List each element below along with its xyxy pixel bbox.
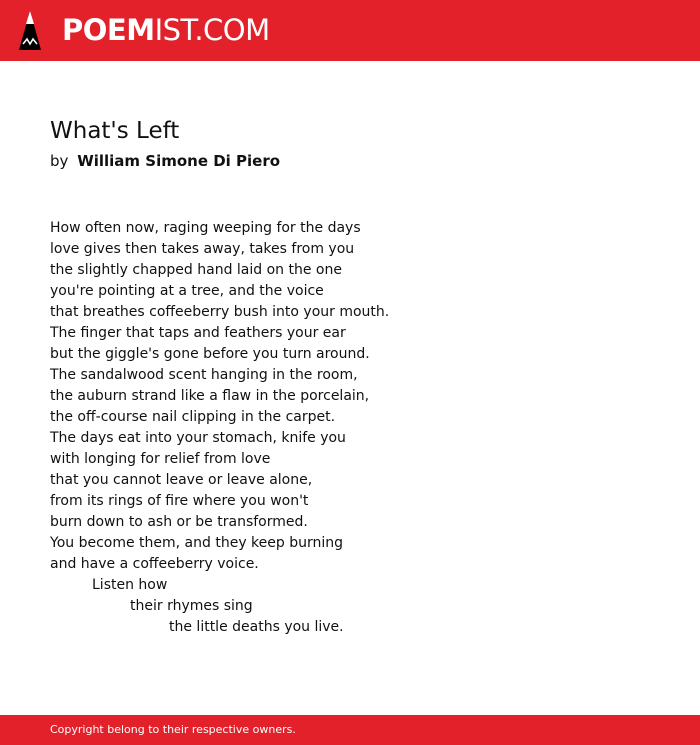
poem-line: you're pointing at a tree, and the voice	[50, 283, 324, 299]
poem-line: burn down to ash or be transformed.	[50, 514, 308, 530]
poem-line: but the giggle's gone before you turn around.	[50, 346, 370, 362]
poem-body	[50, 218, 670, 638]
poem-line: Listen how	[92, 577, 168, 593]
poem-line: the slightly chapped hand laid on the one	[50, 262, 342, 278]
poem-line: that you cannot leave or leave alone,	[50, 472, 313, 488]
poem-line: their rhymes sing	[130, 598, 253, 614]
poem-line: with longing for relief from love	[50, 451, 271, 467]
by-label: by	[50, 152, 69, 170]
poem-line: The sandalwood scent hanging in the room,	[50, 367, 358, 383]
poem-line: and have a coffeeberry voice.	[50, 556, 259, 572]
site-header	[0, 0, 700, 61]
poem-line: The finger that taps and feathers your ear	[50, 325, 346, 341]
poem-line: How often now, raging weeping for the days	[50, 220, 361, 236]
author-name[interactable]: William Simone Di Piero	[77, 152, 281, 170]
poem-line: the off-course nail clipping in the carpet.	[50, 409, 336, 425]
logo-bold-text: POEM	[62, 13, 155, 47]
poem-line: The days eat into your stomach, knife you	[50, 430, 346, 446]
poem-line: love gives then takes away, takes from you	[50, 241, 355, 257]
poem-line: from its rings of fire where you won't	[50, 493, 309, 509]
poem-line: You become them, and they keep burning	[50, 535, 344, 551]
poem-line: that breathes coffeeberry bush into your mouth.	[50, 304, 390, 320]
pencil-icon[interactable]	[17, 10, 43, 52]
site-logo[interactable]	[62, 12, 270, 48]
copyright-text: Copyright belong to their respective owners.	[50, 723, 296, 736]
poem-line: the auburn strand like a flaw in the porcelain,	[50, 388, 370, 404]
poem-title: What's Left	[50, 118, 180, 144]
site-footer	[0, 715, 700, 745]
poem-line: the little deaths you live.	[169, 619, 344, 635]
poem-heading	[50, 114, 670, 172]
logo-light-text: IST.COM	[154, 13, 270, 47]
byline	[50, 150, 670, 172]
